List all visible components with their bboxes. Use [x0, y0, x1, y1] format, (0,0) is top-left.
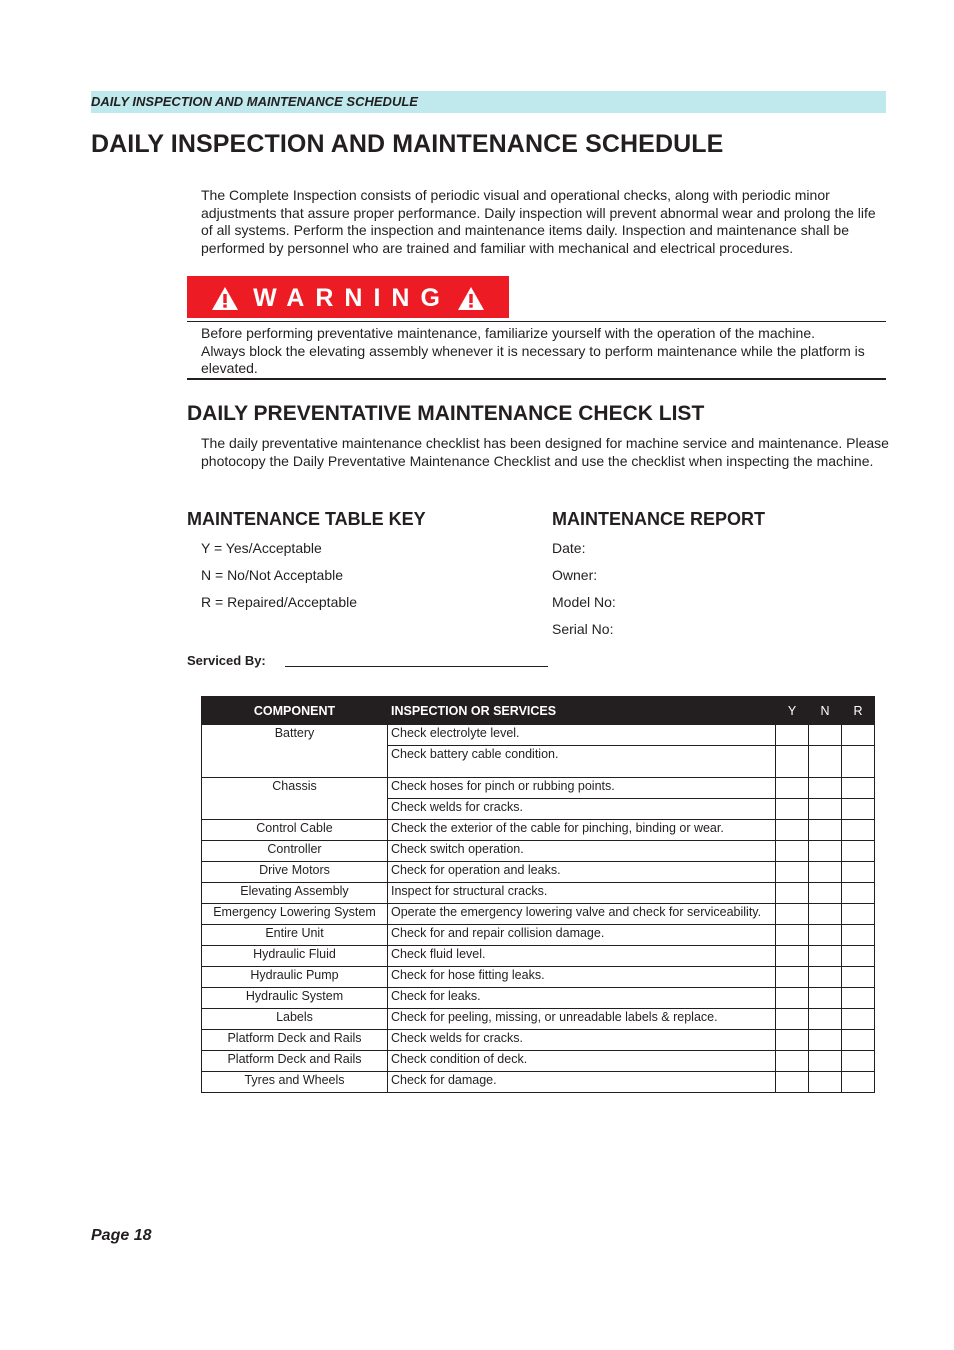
report-serial-no: Serial No:	[552, 621, 614, 637]
checkbox-n[interactable]	[809, 1051, 842, 1072]
checkbox-n[interactable]	[809, 946, 842, 967]
component-cell: Hydraulic Fluid	[202, 946, 388, 967]
warning-line-1: Before performing preventative maintenance, familiarize yourself with the operation of the machine.	[201, 325, 815, 341]
service-cell: Check for and repair collision damage.	[388, 925, 776, 946]
checkbox-y[interactable]	[776, 1009, 809, 1030]
table-key-heading: MAINTENANCE TABLE KEY	[187, 509, 426, 529]
checkbox-r[interactable]	[842, 862, 875, 883]
service-cell: Operate the emergency lowering valve and check for serviceability.	[388, 904, 776, 925]
table-row	[202, 820, 875, 841]
checkbox-n[interactable]	[809, 883, 842, 904]
checklist-description: The daily preventative maintenance checklist has been designed for machine service and maintenance. Please photocopy the Daily Preventative Maintenance Checklist and use the checklist when inspecting the machine.	[201, 435, 889, 469]
checkbox-r[interactable]	[842, 883, 875, 904]
checkbox-n[interactable]	[809, 820, 842, 841]
checkbox-y[interactable]	[776, 746, 809, 778]
checkbox-y[interactable]	[776, 862, 809, 883]
checkbox-r[interactable]	[842, 946, 875, 967]
checklist-heading: DAILY PREVENTATIVE MAINTENANCE CHECK LIST	[187, 402, 705, 425]
section-header-band	[91, 91, 886, 113]
page-title: DAILY INSPECTION AND MAINTENANCE SCHEDULE	[91, 130, 724, 158]
checkbox-n[interactable]	[809, 799, 842, 820]
checkbox-n[interactable]	[809, 841, 842, 862]
table-row	[202, 778, 875, 799]
checkbox-n[interactable]	[809, 1072, 842, 1093]
checkbox-y[interactable]	[776, 778, 809, 799]
table-row	[202, 904, 875, 925]
service-cell: Check electrolyte level.	[388, 725, 776, 746]
checkbox-n[interactable]	[809, 725, 842, 746]
table-row	[202, 967, 875, 988]
table-row	[202, 988, 875, 1009]
checkbox-n[interactable]	[809, 746, 842, 778]
service-cell: Check fluid level.	[388, 946, 776, 967]
warning-label: WARNING	[253, 284, 451, 312]
checkbox-r[interactable]	[842, 746, 875, 778]
table-row	[202, 946, 875, 967]
checkbox-y[interactable]	[776, 725, 809, 746]
report-owner: Owner:	[552, 567, 598, 583]
column-header-r: R	[842, 697, 875, 725]
checkbox-y[interactable]	[776, 820, 809, 841]
service-cell: Check welds for cracks.	[388, 799, 776, 820]
intro-paragraph: The Complete Inspection consists of periodic visual and operational checks, along with periodic minor adjustments that assure proper performance. Daily inspection will prevent abnormal wear and prolong the life of all systems. Perform the inspection and maintenance items daily. Inspection and maintenance shall be performed by personnel who are trained and familiar with mechanical and electrical procedures.	[201, 187, 876, 256]
component-cell: Battery	[202, 725, 388, 778]
report-heading: MAINTENANCE REPORT	[552, 509, 766, 529]
component-cell: Labels	[202, 1009, 388, 1030]
checkbox-r[interactable]	[842, 967, 875, 988]
key-item-yes: Y = Yes/Acceptable	[201, 540, 322, 556]
checkbox-n[interactable]	[809, 904, 842, 925]
warning-banner	[187, 276, 509, 318]
table-header-row	[202, 697, 875, 725]
checkbox-n[interactable]	[809, 925, 842, 946]
checkbox-y[interactable]	[776, 1072, 809, 1093]
warning-triangle-icon	[457, 286, 485, 311]
checkbox-r[interactable]	[842, 904, 875, 925]
checkbox-r[interactable]	[842, 841, 875, 862]
warning-divider-top	[187, 321, 886, 322]
column-header-inspection: INSPECTION OR SERVICES	[388, 697, 776, 725]
component-cell: Control Cable	[202, 820, 388, 841]
report-date: Date:	[552, 540, 586, 556]
serviced-by-line[interactable]	[285, 666, 548, 667]
column-header-n: N	[809, 697, 842, 725]
column-header-component: COMPONENT	[202, 697, 388, 725]
service-cell: Check condition of deck.	[388, 1051, 776, 1072]
component-cell: Elevating Assembly	[202, 883, 388, 904]
checkbox-r[interactable]	[842, 778, 875, 799]
component-cell: Entire Unit	[202, 925, 388, 946]
warning-text	[201, 325, 891, 378]
component-cell: Emergency Lowering System	[202, 904, 388, 925]
table-row	[202, 883, 875, 904]
checkbox-y[interactable]	[776, 988, 809, 1009]
checkbox-n[interactable]	[809, 778, 842, 799]
checkbox-n[interactable]	[809, 967, 842, 988]
checkbox-r[interactable]	[842, 1051, 875, 1072]
checkbox-y[interactable]	[776, 1030, 809, 1051]
checkbox-r[interactable]	[842, 820, 875, 841]
checkbox-r[interactable]	[842, 1009, 875, 1030]
checkbox-y[interactable]	[776, 799, 809, 820]
serviced-by-label: Serviced By:	[187, 653, 266, 668]
checkbox-n[interactable]	[809, 1009, 842, 1030]
service-cell: Check for leaks.	[388, 988, 776, 1009]
checkbox-r[interactable]	[842, 925, 875, 946]
section-header-text: DAILY INSPECTION AND MAINTENANCE SCHEDULE	[91, 94, 418, 109]
checkbox-y[interactable]	[776, 946, 809, 967]
maintenance-checklist-table	[201, 696, 875, 1093]
service-cell: Check switch operation.	[388, 841, 776, 862]
key-item-repaired: R = Repaired/Acceptable	[201, 594, 358, 610]
service-cell: Check for operation and leaks.	[388, 862, 776, 883]
warning-triangle-icon	[211, 286, 239, 311]
checkbox-r[interactable]	[842, 1030, 875, 1051]
key-item-no: N = No/Not Acceptable	[201, 567, 344, 583]
checkbox-y[interactable]	[776, 925, 809, 946]
service-cell: Check welds for cracks.	[388, 1030, 776, 1051]
table-row	[202, 725, 875, 746]
checkbox-n[interactable]	[809, 988, 842, 1009]
table-row	[202, 862, 875, 883]
checkbox-n[interactable]	[809, 862, 842, 883]
checkbox-r[interactable]	[842, 725, 875, 746]
checkbox-r[interactable]	[842, 988, 875, 1009]
component-cell: Controller	[202, 841, 388, 862]
checkbox-y[interactable]	[776, 1051, 809, 1072]
service-cell: Check for damage.	[388, 1072, 776, 1093]
checkbox-y[interactable]	[776, 841, 809, 862]
checkbox-y[interactable]	[776, 904, 809, 925]
table-row	[202, 1030, 875, 1051]
column-header-y: Y	[776, 697, 809, 725]
table-row	[202, 925, 875, 946]
table-row	[202, 841, 875, 862]
service-cell: Check battery cable condition.	[388, 746, 776, 778]
service-cell: Check for peeling, missing, or unreadable labels & replace.	[388, 1009, 776, 1030]
checkbox-r[interactable]	[842, 1072, 875, 1093]
warning-line-2: Always block the elevating assembly whenever it is necessary to perform maintenance while the platform is elevated.	[201, 342, 865, 376]
service-cell: Check for hose fitting leaks.	[388, 967, 776, 988]
service-cell: Check the exterior of the cable for pinching, binding or wear.	[388, 820, 776, 841]
table-row	[202, 1051, 875, 1072]
component-cell: Drive Motors	[202, 862, 388, 883]
checkbox-y[interactable]	[776, 967, 809, 988]
warning-divider-bottom	[187, 378, 886, 380]
checkbox-r[interactable]	[842, 799, 875, 820]
checkbox-y[interactable]	[776, 883, 809, 904]
component-cell: Platform Deck and Rails	[202, 1030, 388, 1051]
component-cell: Hydraulic Pump	[202, 967, 388, 988]
component-cell: Hydraulic System	[202, 988, 388, 1009]
component-cell: Tyres and Wheels	[202, 1072, 388, 1093]
component-cell: Platform Deck and Rails	[202, 1051, 388, 1072]
report-model-no: Model No:	[552, 594, 616, 610]
table-row	[202, 1009, 875, 1030]
service-cell: Check hoses for pinch or rubbing points.	[388, 778, 776, 799]
service-cell: Inspect for structural cracks.	[388, 883, 776, 904]
table-row	[202, 1072, 875, 1093]
checkbox-n[interactable]	[809, 1030, 842, 1051]
component-cell: Chassis	[202, 778, 388, 820]
page-number: Page 18	[91, 1227, 152, 1244]
